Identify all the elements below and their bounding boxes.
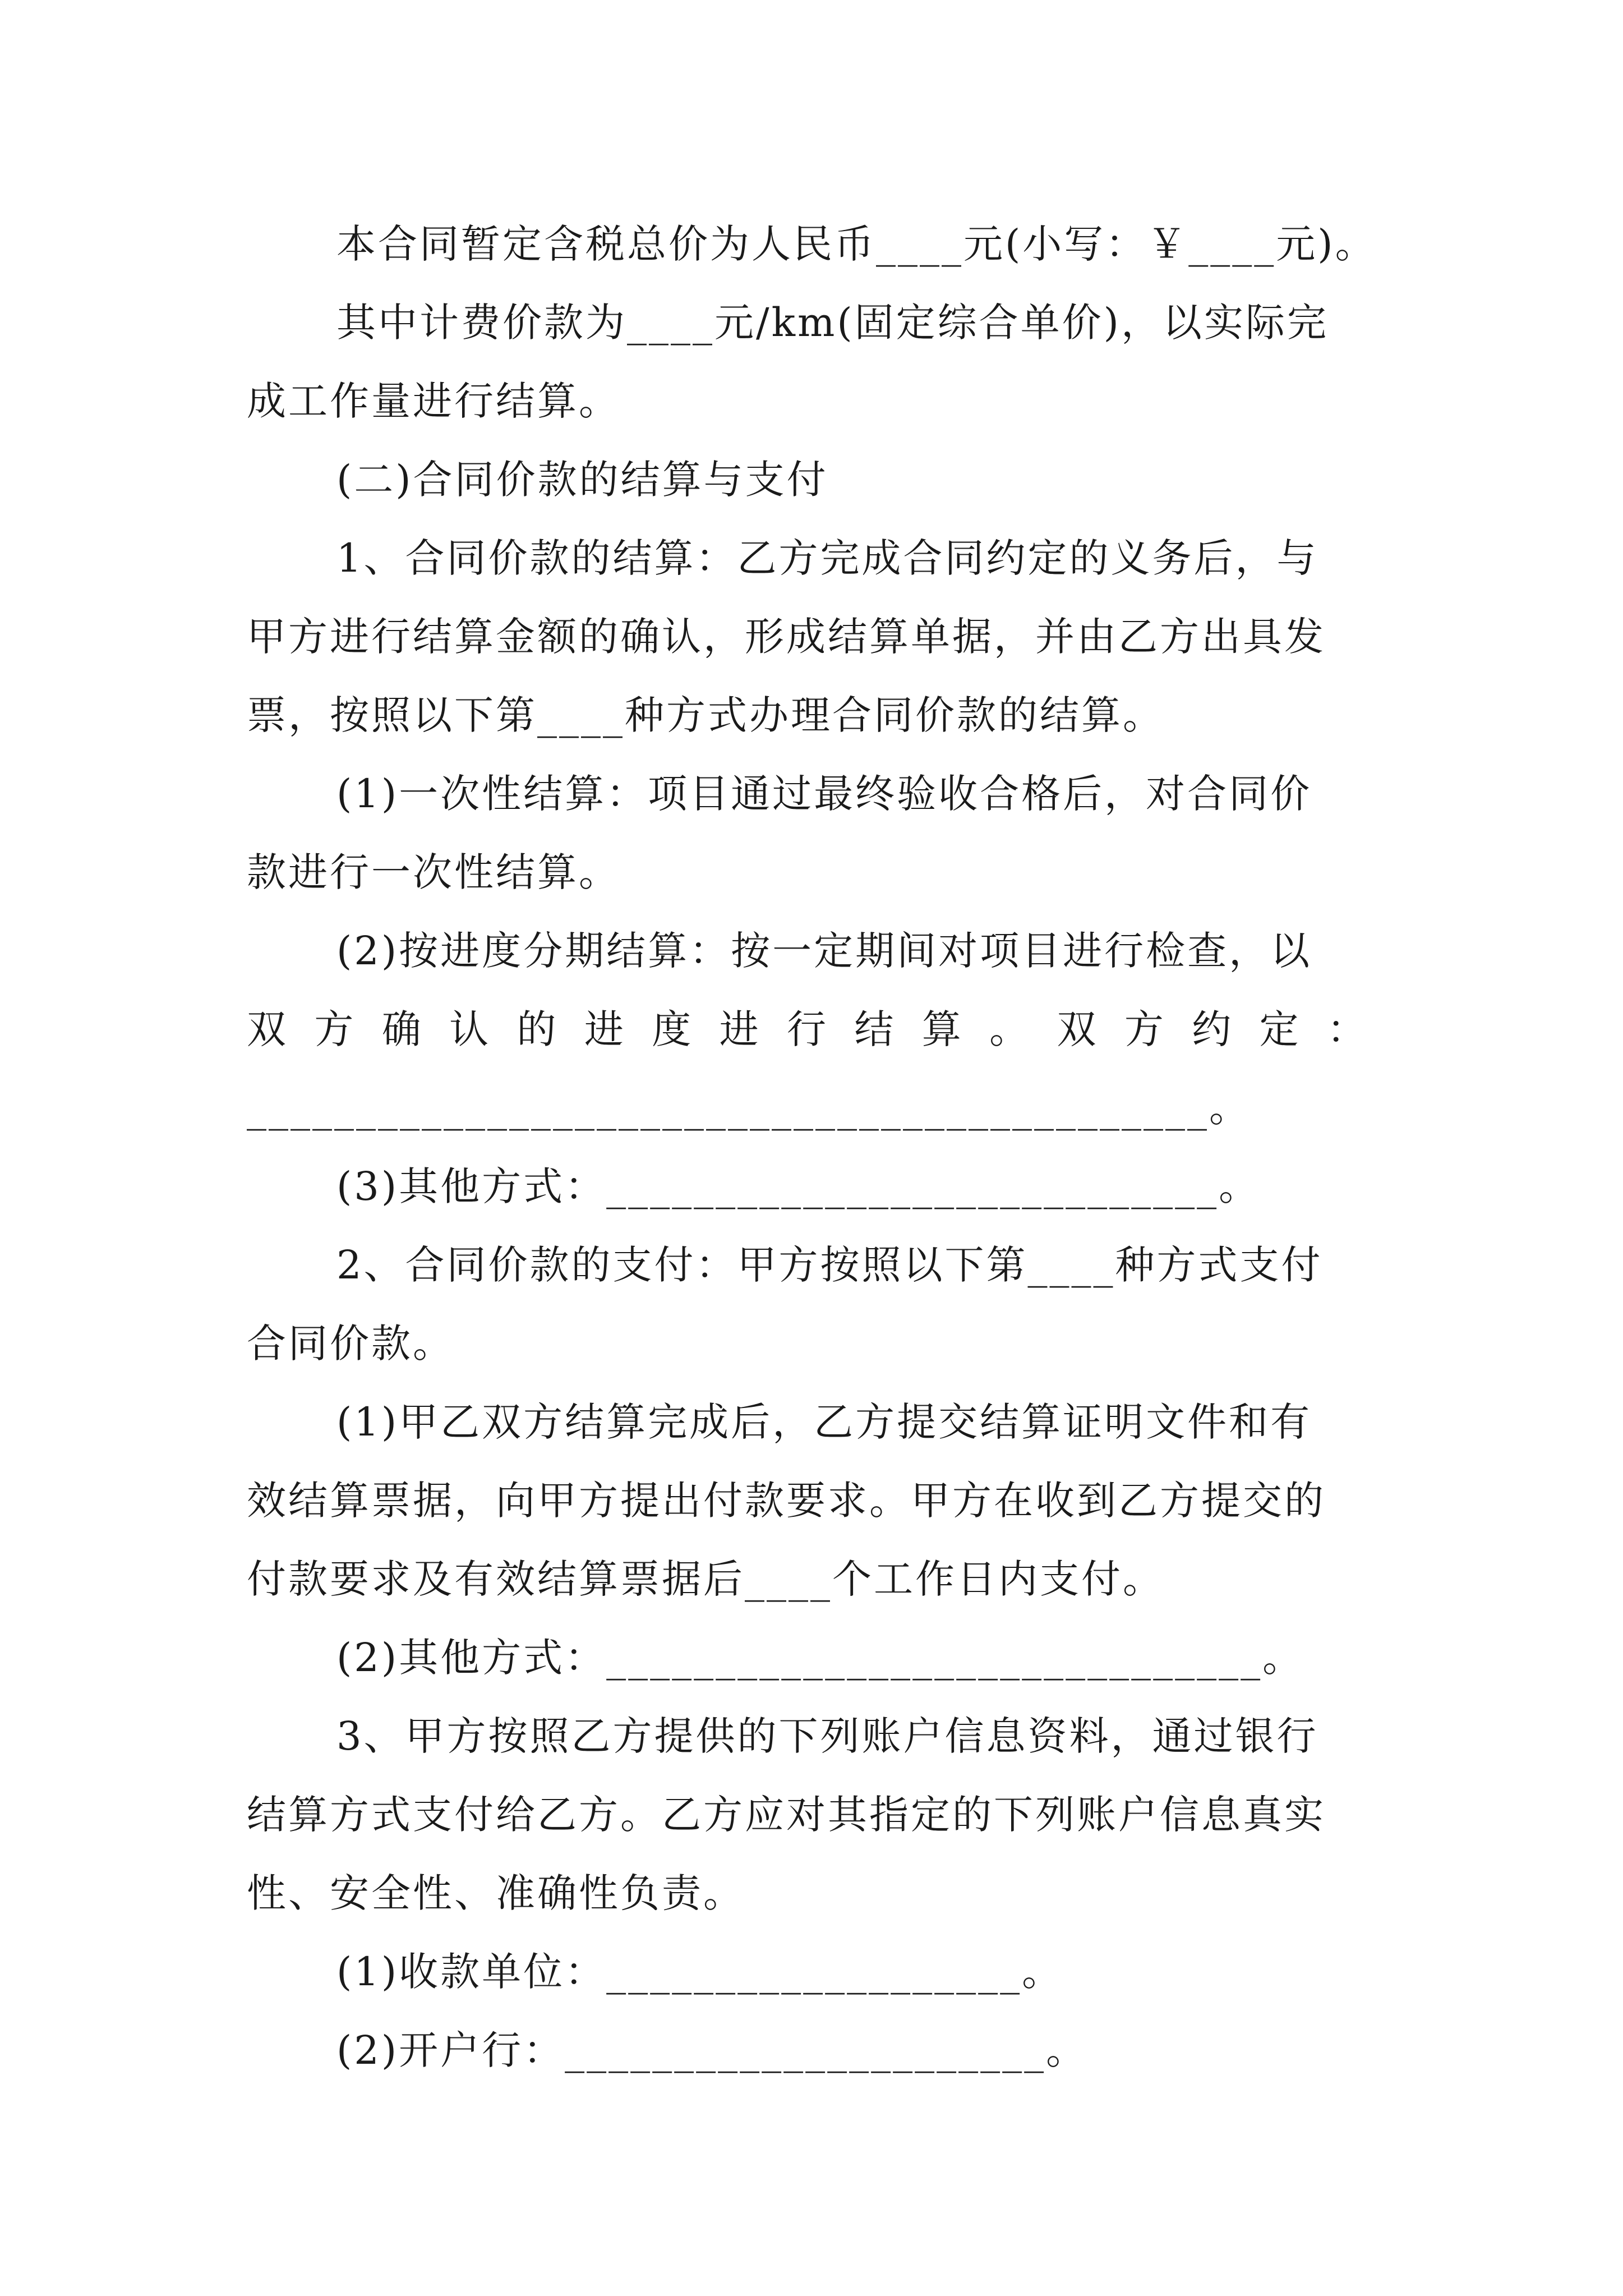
payment-clause-line-1: 2、合同价款的支付：甲方按照以下第____种方式支付 — [336, 1242, 1323, 1288]
unit-price-line-1: 其中计费价款为____元/km(固定综合单价)，以实际完 — [336, 300, 1329, 346]
unit-price-line-2: 成工作量进行结算。 — [247, 378, 620, 424]
settlement-clause-line-3: 票，按照以下第____种方式办理合同价款的结算。 — [247, 692, 1164, 738]
other-payment-method: (2)其他方式：______________________________。 — [336, 1635, 1304, 1681]
other-settlement-method: (3)其他方式：____________________________。 — [336, 1163, 1261, 1209]
settlement-clause-line-1: 1、合同价款的结算：乙方完成合同约定的义务后，与 — [336, 535, 1318, 581]
payment-method-1-line-3: 付款要求及有效结算票据后____个工作日内支付。 — [247, 1556, 1164, 1602]
progress-settlement-blank: ____________________________________________。 — [247, 1085, 1251, 1131]
payee-unit-field: (1)收款单位：___________________。 — [336, 1949, 1064, 1995]
contract-price-line: 本合同暂定含税总价为人民币____元(小写：￥____元)。 — [336, 221, 1377, 267]
section-heading-settlement-payment: (二)合同价款的结算与支付 — [336, 457, 828, 503]
payment-method-1-line-2: 效结算票据，向甲方提出付款要求。甲方在收到乙方提交的 — [247, 1478, 1326, 1524]
payment-method-1-line-1: (1)甲乙双方结算完成后，乙方提交结算证明文件和有 — [336, 1399, 1312, 1445]
bank-account-clause-line-1: 3、甲方按照乙方提供的下列账户信息资料，通过银行 — [336, 1713, 1318, 1759]
opening-bank-field: (2)开户行：______________________。 — [336, 2027, 1088, 2073]
progress-settlement-line-2: 双方确认的进度进行结算。双方约定： — [247, 1006, 1368, 1052]
payment-clause-line-2: 合同价款。 — [247, 1320, 454, 1366]
progress-settlement-line-1: (2)按进度分期结算：按一定期间对项目进行检查，以 — [336, 928, 1312, 974]
lump-sum-settlement-line-1: (1)一次性结算：项目通过最终验收合格后，对合同价 — [336, 771, 1312, 817]
lump-sum-settlement-line-2: 款进行一次性结算。 — [247, 849, 620, 895]
settlement-clause-line-2: 甲方进行结算金额的确认，形成结算单据，并由乙方出具发 — [247, 614, 1326, 660]
bank-account-clause-line-2: 结算方式支付给乙方。乙方应对其指定的下列账户信息真实 — [247, 1792, 1326, 1838]
bank-account-clause-line-3: 性、安全性、准确性负责。 — [247, 1870, 745, 1916]
